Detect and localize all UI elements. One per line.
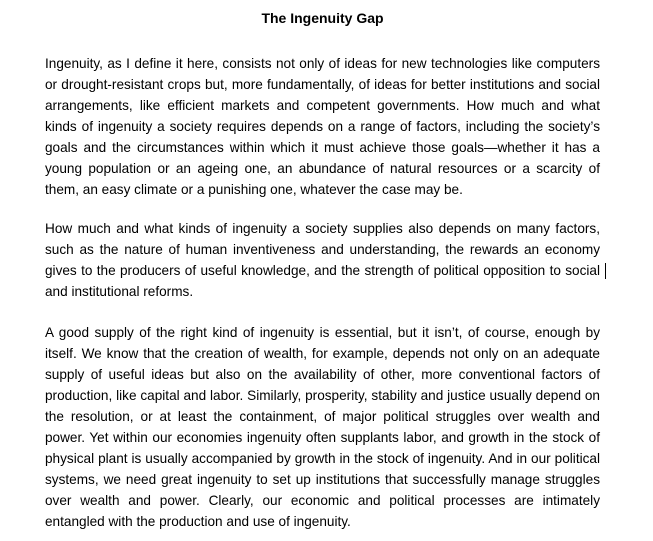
text-cursor — [605, 263, 606, 279]
document-title: The Ingenuity Gap — [261, 10, 384, 26]
paragraph-1: Ingenuity, as I define it here, consists not only of ideas for new technologies like computers or drought-resistant crops but, more fundamentally, of ideas for better institutions and social arrangements, like efficient markets and competent governments. How much and what kinds of ingenuity a society requires depends on a range of factors, including the society’s goals and the circumstances within which it must achieve those goals—whether it has a young population or an ageing one, an abundance of natural resources or a scarcity of them, an easy climate or a punishing one, whatever the case may be. — [45, 56, 600, 197]
paragraph-2: How much and what kinds of ingenuity a society supplies also depends on many factors, such as the nature of human inventiveness and understanding, the rewards an economy gives to the producers of useful knowledge, and the strength of political opposition to social and institutional reforms. — [45, 221, 600, 299]
paragraph-3: A good supply of the right kind of ingenuity is essential, but it isn’t, of course, enough by itself. We know that the creation of wealth, for example, depends not only on an adequate supply of useful ideas but also on the availability of other, more conventional factors of production, like capital and labor. Similarly, prosperity, stability and justice usually depend on the resolution, or at least the containment, of major political struggles over wealth and power. Yet within our economies ingenuity often supplants labor, and growth in the stock of physical plant is usually accompanied by growth in the stock of ingenuity. And in our political systems, we need great ingenuity to set up institutions that successfully manage struggles over wealth and power. Clearly, our economic and political processes are intimately entangled with the production and use of ingenuity. — [45, 325, 600, 529]
